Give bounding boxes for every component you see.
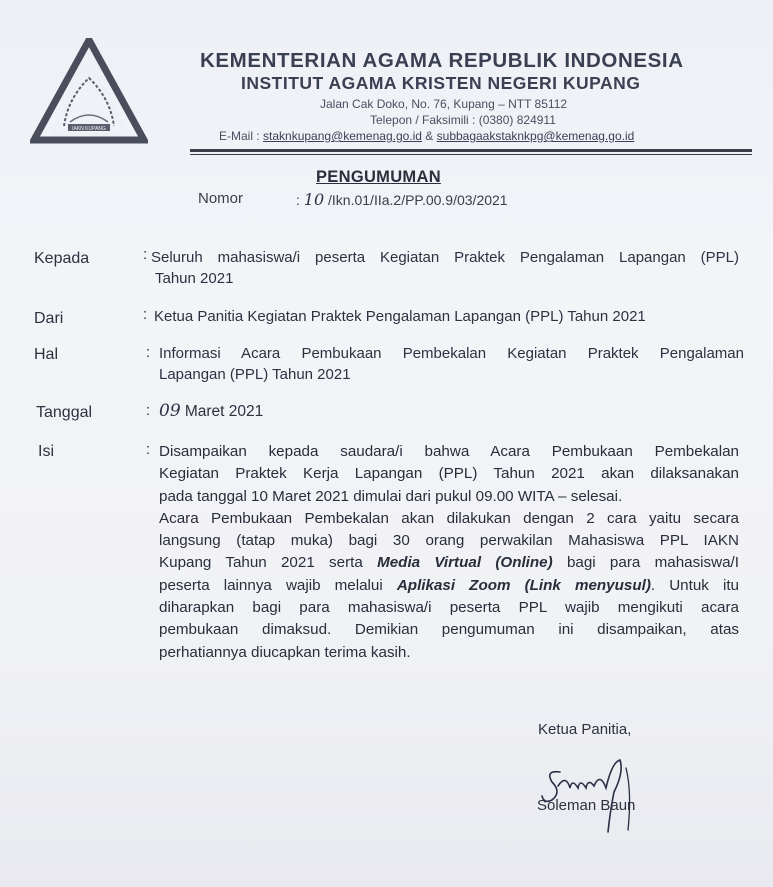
isi-line-4: Acara Pembukaan Pembekalan akan dilakukan dengan 2 cara yaitu secara [159, 509, 739, 527]
hal-line-2: Lapangan (PPL) Tahun 2021 [159, 366, 351, 383]
number-colon: : [296, 192, 300, 208]
dari-value: Ketua Panitia Kegiatan Praktek Pengalaman Lapangan (PPL) Tahun 2021 [154, 308, 646, 325]
email-link-2[interactable]: subbagaakstaknkpg@kemenag.go.id [436, 129, 635, 143]
isi-line-10: perhatiannya diucapkan terima kasih. [159, 643, 411, 661]
ministry-title: KEMENTERIAN AGAMA REPUBLIK INDONESIA [200, 49, 684, 72]
institute-title: INSTITUT AGAMA KRISTEN NEGERI KUPANG [241, 73, 641, 93]
signatory-name: Soleman Baun [537, 797, 636, 814]
hal-colon: : [146, 344, 151, 361]
institute-phone: Telepon / Faksimili : (0380) 824911 [370, 113, 556, 127]
tanggal-value [159, 401, 263, 422]
kepada-colon: : [143, 246, 148, 263]
isi-line-6c: bagi para mahasiswa/I [552, 554, 739, 572]
letterhead-rule-thick [190, 149, 752, 152]
isi-line-3: pada tanggal 10 Maret 2021 dimulai dari pukul 09.00 WITA – selesai. [159, 487, 623, 505]
tanggal-colon: : [146, 402, 151, 419]
hal-value [159, 343, 744, 385]
letterhead-rule-thin [190, 154, 752, 155]
isi-label: Isi [38, 443, 54, 460]
isi-line-7a: peserta lainnya wajib melalui [159, 576, 397, 594]
number-rest: /Ikn.01/IIa.2/PP.00.9/03/2021 [328, 192, 508, 208]
isi-colon: : [146, 441, 151, 458]
tanggal-day-handwritten: 09 [159, 401, 181, 421]
isi-line-8: diharapkan bagi para mahasiswa/i peserta PPL wajib mengikuti acara [159, 599, 739, 617]
kepada-line-1: Seluruh mahasiswa/i peserta Kegiatan Praktek Pengalaman Lapangan (PPL) [151, 249, 739, 266]
email-link-1[interactable]: staknkupang@kemenag.go.id [263, 129, 422, 143]
isi-line-1: Disampaikan kepada saudara/i bahwa Acara Pembukaan Pembekalan [159, 443, 739, 460]
zoom-link-emphasis: Aplikasi Zoom (Link menyusul) [396, 576, 651, 594]
tanggal-label: Tanggal [36, 404, 93, 421]
institute-logo [30, 38, 148, 146]
isi-line-2: Kegiatan Praktek Kerja Lapangan (PPL) Tahun 2021 akan dilaksanakan [159, 465, 739, 483]
hal-line-1: Informasi Acara Pembukaan Pembekalan Kegiatan Praktek Pengalaman [159, 345, 744, 362]
isi-line-7 [159, 575, 739, 597]
number-value [296, 190, 508, 209]
email-prefix: E-Mail : [219, 129, 264, 143]
institute-email-line [219, 129, 634, 143]
isi-line-6a: Kupang Tahun 2021 serta [159, 554, 378, 572]
tanggal-month-year: Maret 2021 [184, 403, 264, 420]
kepada-line-2: Tahun 2021 [155, 270, 234, 287]
signatory-title: Ketua Panitia, [538, 721, 632, 738]
isi-line-9: pembukaan dimaksud. Demikian pengumuman ini disampaikan, atas [159, 621, 739, 639]
isi-body [159, 441, 739, 664]
institute-address: Jalan Cak Doko, No. 76, Kupang – NTT 85112 [320, 97, 568, 111]
kepada-value [151, 247, 739, 289]
number-handwritten: 10 [303, 190, 325, 209]
kepada-label: Kepada [34, 250, 90, 267]
isi-line-7c: . Untuk itu [650, 576, 740, 594]
dari-label: Dari [34, 310, 64, 327]
dari-colon: : [143, 306, 148, 323]
isi-line-6 [159, 552, 739, 574]
media-virtual-emphasis: Media Virtual (Online) [377, 554, 553, 572]
hal-label: Hal [34, 346, 59, 363]
email-separator: & [421, 129, 437, 143]
number-label: Nomor [198, 190, 244, 207]
announcement-title: PENGUMUMAN [316, 168, 441, 186]
isi-line-5: langsung (tatap muka) bagi 30 orang perwakilan Mahasiswa PPL IAKN [159, 532, 739, 550]
logo-text: IAKN KUPANG [72, 126, 106, 132]
